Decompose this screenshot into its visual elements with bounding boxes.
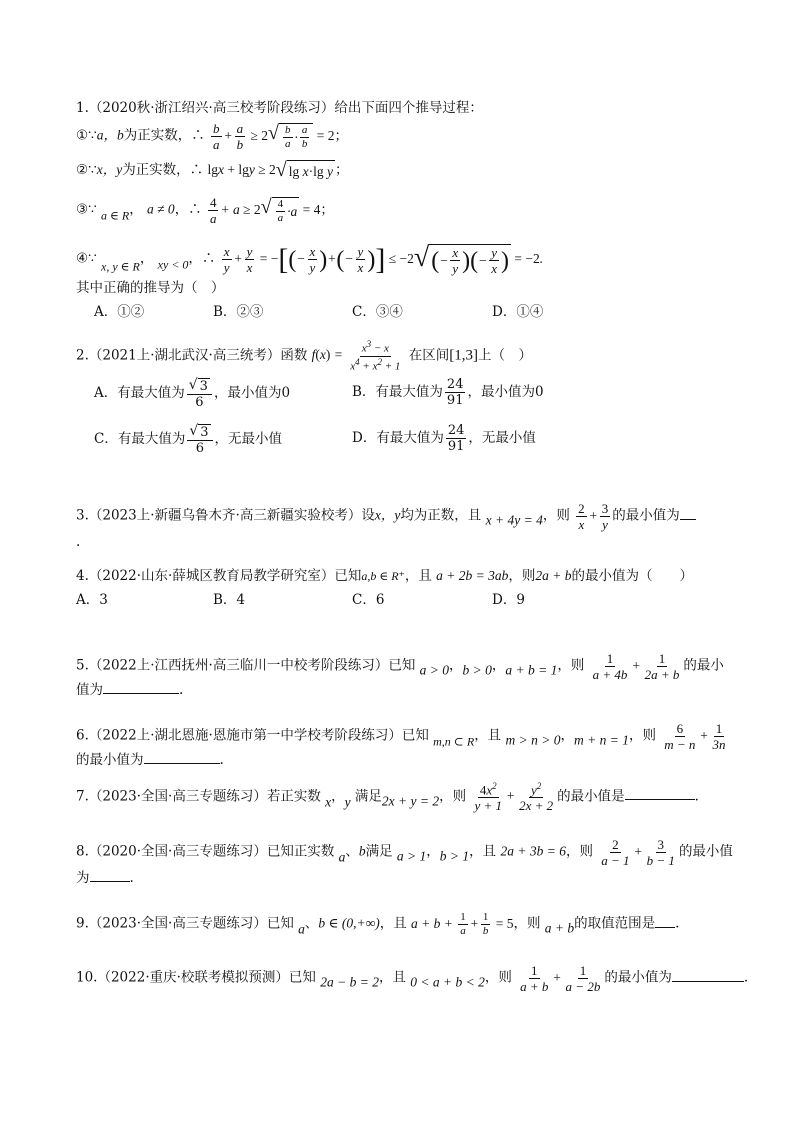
q4-stem: 4.（2022·山东·薛城区教育局教学研究室）已知a,b ∈ R⁺，且 a + 2b = 3ab，则2a + b的最小值为（ ）: [76, 568, 694, 584]
q8-answer-blank[interactable]: [90, 869, 130, 882]
q1-stem: 1.（2020秋·浙江绍兴·高三校考阶段练习）给出下面四个推导过程：: [76, 100, 483, 116]
q5-expression: $\frac{1}{a + 4b}$ + $\frac{1}{2a + b}$: [592, 651, 680, 682]
q4-option-a[interactable]: A．3: [76, 592, 108, 608]
q1-option-d[interactable]: D．①④: [492, 304, 544, 320]
q3-expression: $\frac{2}{x}$ + $\frac{3}{y}$: [578, 501, 609, 532]
q5-answer-blank[interactable]: [103, 681, 179, 694]
q5-line2: 值为 .: [76, 682, 184, 698]
q1-formula-3: $\frac{4}{a}$ + a ≥ 2 √ $\frac{4}{a}$ ·a = 4；: [209, 195, 334, 226]
q8-stem: 8.（2020·全国·高三专题练习）已知正实数 a、b满足 a > 1，b > 1，且 2a + 3b = 6，则 $\frac{2}{a - 1}$ + $\frac{3}{b - 1}$ 的最小值: [76, 837, 733, 868]
q7-expression: $\frac{4x^2}{y + 1}$ + $\frac{y^2}{2x + 2}$: [474, 781, 554, 814]
q2-option-d[interactable]: D．有最大值为 $\frac{24}{91}$ ，无最小值: [352, 423, 536, 454]
q3-tail: .: [76, 534, 81, 550]
q1-reasoning-3: ③∵ a ∈ R， a ≠ 0，∴ $\frac{4}{a}$ + a ≥ 2 √ $\frac{4}{a}$ ·a = 4；: [76, 195, 334, 226]
q2-function: f(x) = $\frac{x^3 - x}{x^4 + x^2 + 1}$: [311, 339, 401, 373]
q1-ask: 其中正确的推导为（ ）: [76, 280, 225, 296]
q9-condition: a + b + $\frac{1}{a}$ + $\frac{1}{b}$ = 5: [411, 911, 514, 937]
q6-stem: 6.（2022上·湖北恩施·恩施市第一中学校考阶段练习）已知 m,n ⊂ R，且 m > n > 0，m + n = 1，则 $\frac{6}{m - n}$ + $\frac{1}{3n}$: [76, 722, 730, 752]
q1-option-b[interactable]: B．②③: [213, 304, 264, 320]
q4-option-d[interactable]: D．9: [492, 592, 525, 608]
q2-option-c[interactable]: C．有最大值为 √ 3 6 ，无最小值: [94, 423, 283, 456]
q9-stem: 9.（2023·全国·高三专题练习）已知 a、b ∈ (0,+∞)，且 a + b + $\frac{1}{a}$ + $\frac{1}{b}$ = 5，则 a + b的取值范围是 .: [76, 911, 680, 937]
q2-stem: 2.（2021上·湖北武汉·高三统考）函数 f(x) = $\frac{x^3 - x}{x^4 + x^2 + 1}$ 在区间[1,3]上（ ）: [76, 339, 532, 373]
q4-option-c[interactable]: C．6: [352, 592, 385, 608]
q10-expression: $\frac{1}{a + b}$ + $\frac{1}{a - 2b}$: [520, 963, 601, 994]
q10-answer-blank[interactable]: [672, 969, 744, 982]
q1-formula-4: $\frac{x}{y}$ + $\frac{y}{x}$ = −[(− $\frac{x}{y}$ )+(− $\frac{y}{x}$ )] ≤ −2 √ ( − $\frac{x}{y}$ ) ( − $\frac{y}{x}$ ) = −2.: [223, 242, 544, 276]
q4-option-b[interactable]: B．4: [213, 592, 246, 608]
q1-reasoning-1: ①∵a，b为正实数，∴ $\frac{b}{a}$ + $\frac{a}{b}$ ≥ 2 √ $\frac{b}{a}$ · $\frac{a}{b}$ = 2；: [76, 121, 349, 152]
q1-option-c[interactable]: C．③④: [352, 304, 403, 320]
q8-expression: $\frac{2}{a - 1}$ + $\frac{3}{b - 1}$: [601, 837, 675, 868]
q1-reasoning-2: ②∵x，y为正实数，∴ lgx + lgy ≥ 2 √ lg x ·lg y ；: [76, 159, 349, 181]
q3-stem: 3.（2023上·新疆乌鲁木齐·高三新疆实验校考）设x，y均为正数，且 x + 4y = 4，则 $\frac{2}{x}$ + $\frac{3}{y}$ 的最小值为: [76, 502, 696, 531]
q3-answer-blank[interactable]: [680, 507, 696, 520]
q2-option-b[interactable]: B．有最大值为 $\frac{24}{91}$ ，最小值为0: [352, 377, 544, 408]
q6-line2: 的最小值为 .: [76, 752, 224, 768]
q1-formula-2: lgx + lgy ≥ 2 √ lg x ·lg y ；: [207, 159, 349, 181]
q7-stem: 7.（2023·全国·高三专题练习）若正实数 x，y 满足2x + y = 2，则 $\frac{4x^2}{y + 1}$ + $\frac{y^2}{2x + 2}$ 的最小值是 .: [76, 781, 699, 814]
q10-stem: 10.（2022·重庆·校联考模拟预测）已知 2a − b = 2，且 0 < a + b < 2，则 $\frac{1}{a + b}$ + $\frac{1}{a - 2b}$ 的最小值为 .: [76, 963, 749, 994]
q1-formula-1: $\frac{b}{a}$ + $\frac{a}{b}$ ≥ 2 √ $\frac{b}{a}$ · $\frac{a}{b}$ = 2；: [213, 121, 349, 152]
q1-option-a[interactable]: A．①②: [94, 304, 145, 320]
q6-answer-blank[interactable]: [144, 751, 220, 764]
q2-option-a[interactable]: A．有最大值为 √ 3 6 ，最小值为0: [94, 377, 291, 410]
q1-reasoning-4: ④∵ x, y ∈ R， xy < 0，∴ $\frac{x}{y}$ + $\frac{y}{x}$ = −[(− $\frac{x}{y}$ )+(− $\frac{y}{x}$ )] ≤ −2 √ ( − $\frac{x}{y}$ ) ( − $\frac{y}{x}$ ) = −2.: [76, 242, 544, 276]
q8-line2: 为 .: [76, 870, 134, 886]
q7-answer-blank[interactable]: [625, 787, 695, 800]
q9-answer-blank[interactable]: [655, 915, 675, 928]
q5-stem: 5.（2022上·江西抚州·高三临川一中校考阶段练习）已知 a > 0，b > 0，a + b = 1，则 $\frac{1}{a + 4b}$ + $\frac{1}{2a + b}$ 的最小: [76, 651, 724, 682]
q6-expression: $\frac{6}{m - n}$ + $\frac{1}{3n}$: [664, 721, 726, 752]
